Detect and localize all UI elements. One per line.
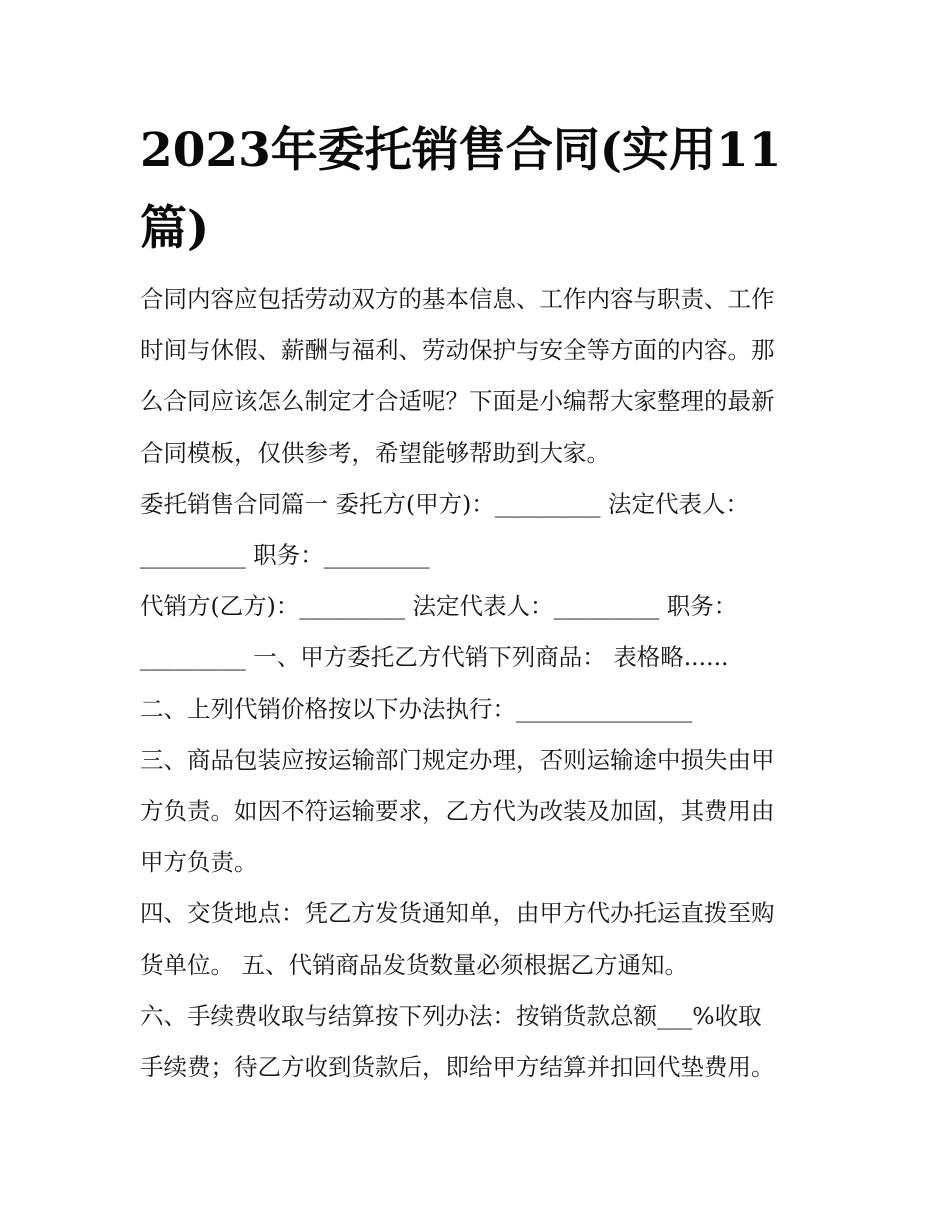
paragraph-line: _________ 职务：_________ xyxy=(140,541,430,570)
party-b-paragraph xyxy=(140,581,820,683)
document-title xyxy=(140,112,820,268)
clause-3-paragraph xyxy=(140,735,820,889)
paragraph-line: 方负责。如因不符运输要求，乙方代为改装及加固，其费用由 xyxy=(140,797,775,826)
document-body xyxy=(140,274,820,1093)
intro-paragraph xyxy=(140,274,820,479)
paragraph-line: 货单位。 五、代销商品发货数量必须根据乙方通知。 xyxy=(140,950,688,979)
paragraph-line: 代销方(乙方)：_________ 法定代表人：_________ 职务： xyxy=(140,592,738,621)
title-line-2: 篇) xyxy=(140,201,210,256)
party-a-paragraph xyxy=(140,479,820,581)
paragraph-line: 三、商品包装应按运输部门规定办理，否则运输途中损失由甲 xyxy=(140,745,775,774)
paragraph-line: _________ 一、甲方委托乙方代销下列商品： 表格略...... xyxy=(140,643,729,672)
paragraph-line: 四、交货地点：凭乙方发货通知单，由甲方代办托运直拨至购 xyxy=(140,899,775,928)
paragraph-line: 六、手续费收取与结算按下列办法：按销货款总额___%收取 xyxy=(140,1001,762,1030)
paragraph-line: 时间与休假、薪酬与福利、劳动保护与安全等方面的内容。那 xyxy=(140,336,775,365)
clause-2-paragraph xyxy=(140,684,820,735)
paragraph-line: 委托销售合同篇一 委托方(甲方)：_________ 法定代表人： xyxy=(140,489,750,518)
paragraph-line: 手续费；待乙方收到货款后，即给甲方结算并扣回代垫费用。 xyxy=(140,1053,775,1082)
clause-6-paragraph xyxy=(140,991,820,1093)
paragraph-line: 合同模板，仅供参考，希望能够帮助到大家。 xyxy=(140,438,610,467)
title-line-1: 2023年委托销售合同(实用11 xyxy=(140,123,782,178)
paragraph-line: 二、上列代销价格按以下办法执行：_______________ xyxy=(140,694,693,723)
clause-4-5-paragraph xyxy=(140,888,820,990)
paragraph-line: 合同内容应包括劳动双方的基本信息、工作内容与职责、工作 xyxy=(140,285,775,313)
paragraph-line: 么合同应该怎么制定才合适呢？下面是小编帮大家整理的最新 xyxy=(140,387,775,416)
paragraph-line: 甲方负责。 xyxy=(140,848,258,877)
